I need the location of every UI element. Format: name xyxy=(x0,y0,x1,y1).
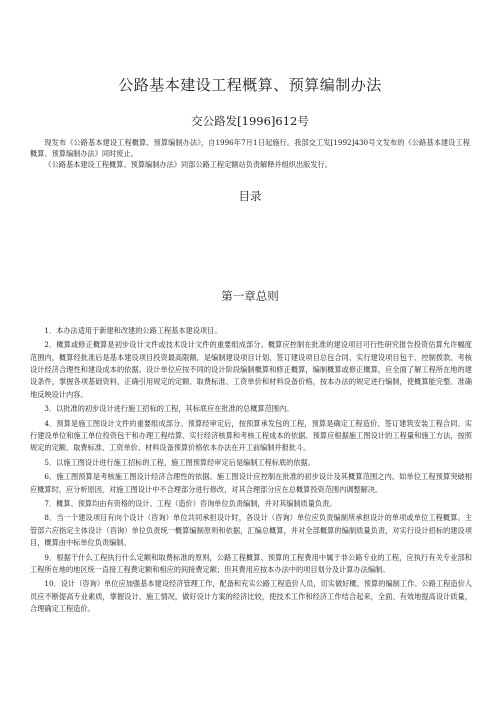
document-number: 交公路发[1996]612号 xyxy=(191,114,309,128)
article-paragraph: 5．以施工图设计进行施工招标的工程，施工图预算经审定后是编制工程标底的依据。 xyxy=(44,457,315,467)
chapter-heading: 第一章总则 xyxy=(221,289,279,303)
article-paragraph: 7．概算、预算均由有资格的设计、工程（造价）咨询单位负责编制，并对其编制质量负责。 xyxy=(44,498,337,508)
article-paragraph: 3．以批准的初步设计进行施工招标的工程，其标底应在批准的总概算范围内。 xyxy=(44,404,294,414)
article-paragraph: 9．根据干什么工程执行什么定额和取费标准的原则，公路工程概算、预算的工程费用中属于非公路专业的工程，应执行有关专业部和工程所在地的地区统一直接工程费定额和相应的间接费定额；但其费用应按本办法中的项目划分及计算办法编制。 xyxy=(30,552,472,574)
article-paragraph: 6．施工图预算是考核施工图设计经济合理性的依据。施工图设计应控制在批准的初步设计及其概算范围之内。如单位工程预算突破相应概算时，应分析原因，对施工图设计中不合理部分进行修改，对其合理部分应在总概算投资范围内调整解决。 xyxy=(30,472,472,494)
article-paragraph: 1．本办法适用于新建和改建的公路工程基本建设项目。 xyxy=(44,326,222,335)
intro-paragraph: 《公路基本建设工程概算、预算编制办法》同部公路工程定额站负责解释并组织出版发行。 xyxy=(44,160,332,169)
intro-paragraph: 现发布《公路基本建设工程概算、预算编制办法》，自1996年7月1日起施行。我部交工发[1992]430号文发布的《公路基本建设工程概算、预算编制办法》同时废止。 xyxy=(30,138,470,158)
toc-heading[interactable]: 目录 xyxy=(238,189,262,203)
article-paragraph: 8．当一个建设项目有向个设计（咨询）单位共同承担设计时，各设计（咨询）单位应负责编制所承担设计的单项或单位工程概算。主管部六应指定主体设计（咨询）单位负责统一概算编制原则和依据，汇编总概算，并对全部概算的编制质量负责，对实行设计招标的建设项目，概算由中标单位负责编制。 xyxy=(30,513,472,548)
document-title: 公路基本建设工程概算、预算编制办法 xyxy=(118,76,382,94)
intro-section xyxy=(30,137,470,170)
article-paragraph: 10．设计（咨询）单位应加强基本建设经济管理工作，配备和充实公路工程造价人员，切实做好概、预算的编制工作。公路工程造价人员应不断提高专业素质，掌握设计、施工情况，做好设计方案的经济比较，使技术工作和经济工作结合起来，全面、有效地提高设计质量，合理确定工程造价。 xyxy=(30,579,472,613)
article-paragraph: 2．概算或修正概算是初步设计文件或技术设计文件的重要组成部分。概算应控制在批准的建设项目可行性研究报告投资估算允许幅度范围内，概算经批准后是基本建设项目投资最高限额，是编制建设项目计划、签订建设项目总包合同、实行建设项目包干、控制拨款、考核设计经济合理性和建设成本的依据。设计单位应按不同的设计阶段编制概算和修正概算，编制概算或修正概算，应全面了解工程所在地的建设条件，掌握各项基础资料，正确引用规定的定额、取费标准、工资单价和材料设备价格，按本办法的规定进行编制，使概算能完整、准确地反映设计内容。 xyxy=(30,340,472,399)
articles-section xyxy=(30,325,472,617)
article-paragraph: 4．预算是施工图设计文件的重要组成部分。预算经审定后，按预算承发包的工程，预算是确定工程造价、签订建筑安装工程合同、实行建设单位和施工单位投资包干和办理工程结算、实行经济核算和考核工程成本的依据。预算应根据施工图设计的工程量和施工方法，按照规定的定额、取费标准、工资单价、材料设备预算价格依本办法在开工前编制并报批斗。 xyxy=(30,418,472,453)
